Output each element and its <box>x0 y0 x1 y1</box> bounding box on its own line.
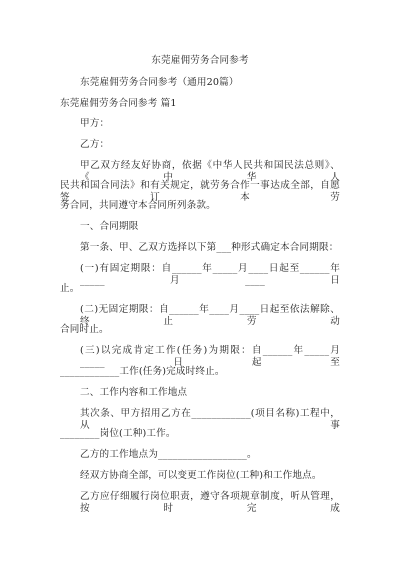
clause-1a-line-2: 止。 <box>60 283 80 294</box>
heading-work-content: 二、工作内容和工作地点 <box>80 387 188 398</box>
clause-2-line-2: ________岗位(工种)工作。 <box>60 428 176 439</box>
intro-line-1: 甲乙双方经友好协商，依据《中华人民共和国民法总则》、《中华人 <box>80 160 340 183</box>
document-subtitle: 东莞雇佣劳务合同参考（通用20篇） <box>80 77 239 88</box>
intro-line-3: 务合同，共同遵守本合同所列条款。 <box>60 200 216 211</box>
clause-1c-line-1: (三)以完成肯定工作(任务)为期限：自______年_____月_____日起至 <box>80 345 340 368</box>
clause-1b-line-1: (二)无固定期限：自______年____月____日起至依法解除、终止劳动 <box>80 304 340 327</box>
clause-2-line-1: 其次条、甲方招用乙方在____________(项目名称)工程中，从事 <box>80 408 340 431</box>
clause-1: 第一条、甲、乙双方选择以下第___种形式确定本合同期限： <box>80 242 339 253</box>
party-a-label: 甲方： <box>80 118 110 129</box>
clause-1c-line-2: ____________工作(任务)完成时终止。 <box>60 366 225 377</box>
clause-1a-line-1: (一)有固定期限：自______年_____月____日起至______年_____月____日 <box>80 263 340 286</box>
intro-line-2: 民共和国合同法》和有关规定，就劳务合作一事达成全部，自愿签订本劳 <box>60 180 340 203</box>
section-heading: 东莞雇佣劳务合同参考 篇1 <box>60 98 177 109</box>
heading-contract-term: 一、合同期限 <box>80 221 139 232</box>
party-b-label: 乙方： <box>80 139 110 150</box>
document-title: 东莞雇佣劳务合同参考 <box>151 55 249 66</box>
duty-line: 乙方应仔细履行岗位职责，遵守各项规章制度，听从管理，按时完成 <box>80 491 340 514</box>
clause-1b-line-2: 合同时止。 <box>60 324 109 335</box>
change-line: 经双方协商全部，可以变更工作岗位(工种)和工作地点。 <box>80 470 322 481</box>
work-place-line: 乙方的工作地点为__________________。 <box>80 449 257 460</box>
